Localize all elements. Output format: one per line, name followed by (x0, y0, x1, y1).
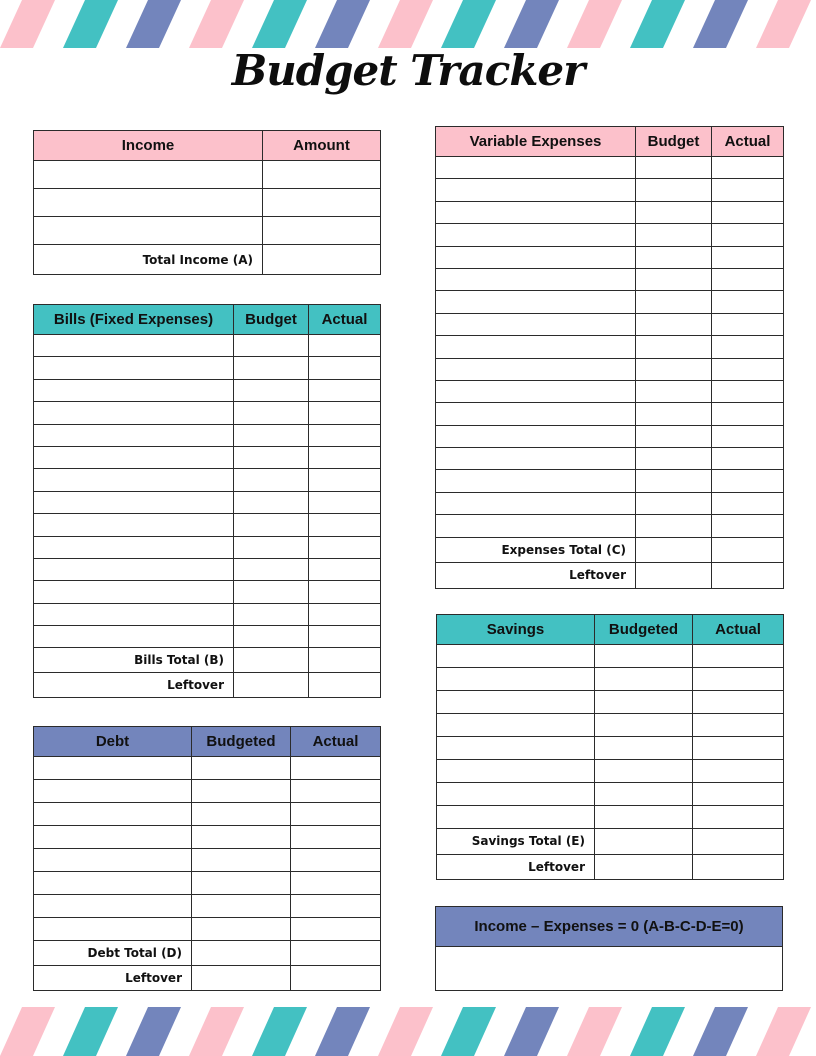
stripe (252, 1007, 307, 1056)
variable-cell[interactable] (712, 380, 784, 402)
variable-row (436, 515, 784, 537)
debt-row (34, 826, 381, 849)
variable-cell[interactable] (712, 358, 784, 380)
debt-cell[interactable] (291, 826, 381, 849)
stripe (63, 1007, 118, 1056)
income-cell[interactable] (263, 217, 381, 245)
bills-leftover-value[interactable] (309, 673, 381, 698)
variable-cell[interactable] (436, 201, 636, 223)
savings-cell[interactable] (595, 691, 693, 714)
debt-cell[interactable] (291, 849, 381, 872)
variable-row (436, 246, 784, 268)
debt-leftover-value[interactable] (291, 966, 381, 991)
income-total-label: Total Income (A) (34, 245, 263, 275)
bills-cell[interactable] (34, 335, 234, 357)
variable-actual-header: Actual (712, 127, 784, 157)
savings-cell[interactable] (437, 737, 595, 760)
bills-cell[interactable] (309, 558, 381, 580)
bills-row (34, 469, 381, 491)
balance-formula-label: Income – Expenses = 0 (A-B-C-D-E=0) (436, 907, 782, 947)
bills-cell[interactable] (309, 581, 381, 603)
debt-cell[interactable] (192, 780, 291, 803)
income-row (34, 189, 381, 217)
bills-cell[interactable] (34, 558, 234, 580)
variable-row (436, 224, 784, 246)
bottom-stripe-border (0, 1007, 816, 1056)
debt-cell[interactable] (192, 895, 291, 918)
variable-row (436, 336, 784, 358)
variable-leftover-label: Leftover (436, 563, 636, 589)
variable-cell[interactable] (636, 246, 712, 268)
stripe (693, 0, 748, 48)
savings-cell[interactable] (595, 714, 693, 737)
stripe (126, 1007, 181, 1056)
variable-cell[interactable] (436, 448, 636, 470)
variable-cell[interactable] (712, 425, 784, 447)
bills-row (34, 357, 381, 379)
savings-cell[interactable] (437, 691, 595, 714)
debt-cell[interactable] (291, 895, 381, 918)
debt-cell[interactable] (192, 918, 291, 941)
stripe (189, 0, 244, 48)
bills-cell[interactable] (309, 536, 381, 558)
top-stripe-border (0, 0, 816, 48)
savings-cell[interactable] (595, 737, 693, 760)
variable-cell[interactable] (712, 201, 784, 223)
bills-row (34, 379, 381, 401)
bills-cell[interactable] (234, 424, 309, 446)
savings-cell[interactable] (437, 645, 595, 668)
bills-cell[interactable] (34, 491, 234, 513)
savings-row (437, 760, 784, 783)
stripe (756, 0, 811, 48)
bills-cell[interactable] (234, 581, 309, 603)
variable-row (436, 157, 784, 179)
bills-leftover-value[interactable] (234, 673, 309, 698)
variable-cell[interactable] (636, 268, 712, 290)
savings-row (437, 783, 784, 806)
variable-cell[interactable] (436, 380, 636, 402)
stripe (378, 1007, 433, 1056)
debt-row (34, 872, 381, 895)
variable-cell[interactable] (436, 313, 636, 335)
debt-cell[interactable] (34, 849, 192, 872)
variable-row (436, 470, 784, 492)
variable-cell[interactable] (436, 291, 636, 313)
savings-leftover-label: Leftover (437, 854, 595, 880)
savings-cell[interactable] (693, 760, 784, 783)
variable-cell[interactable] (436, 224, 636, 246)
variable-cell[interactable] (712, 448, 784, 470)
debt-row (34, 918, 381, 941)
variable-cell[interactable] (712, 268, 784, 290)
bills-cell[interactable] (309, 379, 381, 401)
variable-cell[interactable] (636, 425, 712, 447)
variable-row (436, 358, 784, 380)
savings-actual-header: Actual (693, 615, 784, 645)
debt-actual-header: Actual (291, 727, 381, 757)
variable-cell[interactable] (436, 492, 636, 514)
bills-cell[interactable] (234, 469, 309, 491)
bills-cell[interactable] (34, 514, 234, 536)
bills-row (34, 446, 381, 468)
savings-total-label: Savings Total (E) (437, 829, 595, 855)
bills-row (34, 536, 381, 558)
bills-header: Bills (Fixed Expenses) (34, 305, 234, 335)
savings-cell[interactable] (437, 806, 595, 829)
bills-cell[interactable] (34, 469, 234, 491)
variable-cell[interactable] (636, 403, 712, 425)
debt-leftover-label: Leftover (34, 966, 192, 991)
variable-cell[interactable] (712, 470, 784, 492)
variable-total-row (436, 537, 784, 563)
variable-cell[interactable] (636, 336, 712, 358)
debt-cell[interactable] (291, 872, 381, 895)
bills-total-row (34, 648, 381, 673)
income-header-row (34, 131, 381, 161)
bills-cell[interactable] (309, 402, 381, 424)
income-header: Income (34, 131, 263, 161)
variable-total-value[interactable] (636, 537, 712, 563)
savings-cell[interactable] (693, 668, 784, 691)
savings-leftover-row (437, 854, 784, 880)
bills-row (34, 558, 381, 580)
balance-result-field[interactable] (436, 947, 782, 991)
variable-row (436, 380, 784, 402)
bills-cell[interactable] (234, 603, 309, 625)
savings-cell[interactable] (437, 783, 595, 806)
bills-cell[interactable] (234, 402, 309, 424)
bills-cell[interactable] (309, 357, 381, 379)
variable-cell[interactable] (712, 403, 784, 425)
bills-cell[interactable] (34, 446, 234, 468)
savings-header-row (437, 615, 784, 645)
debt-cell[interactable] (291, 780, 381, 803)
variable-cell[interactable] (636, 448, 712, 470)
stripe (0, 1007, 55, 1056)
debt-cell[interactable] (291, 803, 381, 826)
bills-total-value[interactable] (234, 648, 309, 673)
savings-cell[interactable] (693, 645, 784, 668)
savings-header: Savings (437, 615, 595, 645)
variable-cell[interactable] (712, 246, 784, 268)
bills-cell[interactable] (234, 335, 309, 357)
income-total-value[interactable] (263, 245, 381, 275)
savings-cell[interactable] (693, 691, 784, 714)
variable-cell[interactable] (712, 492, 784, 514)
debt-row (34, 757, 381, 780)
variable-cell[interactable] (712, 336, 784, 358)
variable-cell[interactable] (712, 224, 784, 246)
bills-leftover-label: Leftover (34, 673, 234, 698)
bills-table (33, 304, 381, 698)
debt-cell[interactable] (34, 918, 192, 941)
variable-cell[interactable] (436, 358, 636, 380)
savings-row (437, 806, 784, 829)
variable-cell[interactable] (436, 268, 636, 290)
variable-cell[interactable] (636, 492, 712, 514)
savings-leftover-value[interactable] (595, 854, 693, 880)
stripe (504, 1007, 559, 1056)
bills-row (34, 491, 381, 513)
variable-cell[interactable] (636, 179, 712, 201)
amount-header: Amount (263, 131, 381, 161)
variable-cell[interactable] (636, 313, 712, 335)
variable-header-row (436, 127, 784, 157)
bills-cell[interactable] (309, 446, 381, 468)
variable-cell[interactable] (436, 403, 636, 425)
variable-cell[interactable] (436, 336, 636, 358)
debt-header: Debt (34, 727, 192, 757)
bills-row (34, 581, 381, 603)
variable-cell[interactable] (712, 515, 784, 537)
variable-leftover-row (436, 563, 784, 589)
variable-cell[interactable] (436, 425, 636, 447)
bills-row (34, 424, 381, 446)
debt-row (34, 803, 381, 826)
bills-cell[interactable] (309, 491, 381, 513)
debt-cell[interactable] (192, 849, 291, 872)
savings-total-value[interactable] (693, 829, 784, 855)
income-row (34, 161, 381, 189)
bills-cell[interactable] (234, 536, 309, 558)
bills-actual-header: Actual (309, 305, 381, 335)
savings-cell[interactable] (693, 806, 784, 829)
savings-leftover-value[interactable] (693, 854, 784, 880)
debt-leftover-value[interactable] (192, 966, 291, 991)
stripe (567, 1007, 622, 1056)
bills-cell[interactable] (34, 424, 234, 446)
debt-row (34, 895, 381, 918)
debt-total-value[interactable] (291, 941, 381, 966)
bills-row (34, 514, 381, 536)
variable-row (436, 201, 784, 223)
variable-leftover-value[interactable] (712, 563, 784, 589)
variable-row (436, 492, 784, 514)
variable-cell[interactable] (436, 179, 636, 201)
variable-expenses-header: Variable Expenses (436, 127, 636, 157)
bills-cell[interactable] (309, 335, 381, 357)
savings-cell[interactable] (437, 714, 595, 737)
stripe (0, 0, 55, 48)
debt-total-value[interactable] (192, 941, 291, 966)
savings-row (437, 714, 784, 737)
savings-total-value[interactable] (595, 829, 693, 855)
savings-cell[interactable] (595, 668, 693, 691)
variable-total-value[interactable] (712, 537, 784, 563)
bills-cell[interactable] (34, 379, 234, 401)
stripe (378, 0, 433, 48)
bills-row (34, 402, 381, 424)
savings-row (437, 668, 784, 691)
savings-table (436, 614, 784, 880)
savings-cell[interactable] (595, 783, 693, 806)
stripe (189, 1007, 244, 1056)
bills-cell[interactable] (309, 514, 381, 536)
variable-leftover-value[interactable] (636, 563, 712, 589)
variable-cell[interactable] (636, 224, 712, 246)
income-total-row (34, 245, 381, 275)
income-cell[interactable] (34, 189, 263, 217)
variable-total-label: Expenses Total (C) (436, 537, 636, 563)
variable-cell[interactable] (712, 157, 784, 179)
variable-budget-header: Budget (636, 127, 712, 157)
savings-budgeted-header: Budgeted (595, 615, 693, 645)
variable-cell[interactable] (636, 358, 712, 380)
bills-cell[interactable] (309, 469, 381, 491)
debt-row (34, 780, 381, 803)
stripe (630, 1007, 685, 1056)
bills-row (34, 626, 381, 648)
variable-expenses-table (435, 126, 784, 589)
variable-cell[interactable] (712, 179, 784, 201)
savings-cell[interactable] (437, 760, 595, 783)
variable-cell[interactable] (712, 313, 784, 335)
savings-row (437, 691, 784, 714)
savings-row (437, 737, 784, 760)
bills-row (34, 335, 381, 357)
debt-cell[interactable] (34, 803, 192, 826)
stripe (693, 1007, 748, 1056)
debt-table (33, 726, 381, 991)
savings-cell[interactable] (595, 645, 693, 668)
savings-row (437, 645, 784, 668)
debt-cell[interactable] (34, 757, 192, 780)
variable-row (436, 425, 784, 447)
savings-cell[interactable] (693, 737, 784, 760)
savings-cell[interactable] (437, 668, 595, 691)
bills-cell[interactable] (234, 446, 309, 468)
variable-row (436, 448, 784, 470)
bills-cell[interactable] (234, 626, 309, 648)
stripe (441, 0, 496, 48)
bills-cell[interactable] (34, 603, 234, 625)
income-cell[interactable] (34, 217, 263, 245)
variable-cell[interactable] (636, 201, 712, 223)
stripe (252, 0, 307, 48)
stripe (441, 1007, 496, 1056)
variable-cell[interactable] (636, 291, 712, 313)
variable-cell[interactable] (436, 470, 636, 492)
bills-cell[interactable] (34, 402, 234, 424)
debt-cell[interactable] (192, 803, 291, 826)
bills-cell[interactable] (34, 581, 234, 603)
stripe (630, 0, 685, 48)
bills-cell[interactable] (234, 379, 309, 401)
variable-row (436, 291, 784, 313)
debt-row (34, 849, 381, 872)
bills-total-value[interactable] (309, 648, 381, 673)
debt-cell[interactable] (34, 780, 192, 803)
variable-cell[interactable] (712, 291, 784, 313)
variable-row (436, 179, 784, 201)
bills-cell[interactable] (34, 626, 234, 648)
bills-leftover-row (34, 673, 381, 698)
savings-cell[interactable] (693, 714, 784, 737)
bills-row (34, 603, 381, 625)
income-cell[interactable] (34, 161, 263, 189)
bills-cell[interactable] (234, 357, 309, 379)
savings-cell[interactable] (595, 760, 693, 783)
bills-cell[interactable] (34, 357, 234, 379)
debt-header-row (34, 727, 381, 757)
variable-cell[interactable] (636, 515, 712, 537)
variable-cell[interactable] (436, 515, 636, 537)
bills-cell[interactable] (234, 491, 309, 513)
stripe (315, 1007, 370, 1056)
debt-leftover-row (34, 966, 381, 991)
bills-cell[interactable] (234, 514, 309, 536)
income-table (33, 130, 381, 275)
stripe (315, 0, 370, 48)
bills-header-row (34, 305, 381, 335)
bills-cell[interactable] (309, 626, 381, 648)
debt-cell[interactable] (192, 872, 291, 895)
debt-budgeted-header: Budgeted (192, 727, 291, 757)
variable-cell[interactable] (436, 157, 636, 179)
income-cell[interactable] (263, 161, 381, 189)
variable-cell[interactable] (636, 157, 712, 179)
bills-budget-header: Budget (234, 305, 309, 335)
debt-total-row (34, 941, 381, 966)
stripe (567, 0, 622, 48)
variable-cell[interactable] (636, 380, 712, 402)
variable-row (436, 268, 784, 290)
bills-cell[interactable] (309, 424, 381, 446)
bills-cell[interactable] (309, 603, 381, 625)
variable-row (436, 403, 784, 425)
debt-cell[interactable] (34, 826, 192, 849)
debt-cell[interactable] (291, 918, 381, 941)
stripe (756, 1007, 811, 1056)
savings-cell[interactable] (595, 806, 693, 829)
balance-formula-box (435, 906, 783, 991)
debt-cell[interactable] (192, 826, 291, 849)
debt-cell[interactable] (34, 895, 192, 918)
stripe (63, 0, 118, 48)
bills-cell[interactable] (234, 558, 309, 580)
variable-row (436, 313, 784, 335)
debt-cell[interactable] (291, 757, 381, 780)
income-row (34, 217, 381, 245)
debt-cell[interactable] (34, 872, 192, 895)
stripe (126, 0, 181, 48)
bills-cell[interactable] (34, 536, 234, 558)
variable-cell[interactable] (636, 470, 712, 492)
debt-total-label: Debt Total (D) (34, 941, 192, 966)
bills-total-label: Bills Total (B) (34, 648, 234, 673)
debt-cell[interactable] (192, 757, 291, 780)
page-title: Budget Tracker (231, 46, 585, 95)
savings-total-row (437, 829, 784, 855)
variable-cell[interactable] (436, 246, 636, 268)
stripe (504, 0, 559, 48)
savings-cell[interactable] (693, 783, 784, 806)
income-cell[interactable] (263, 189, 381, 217)
